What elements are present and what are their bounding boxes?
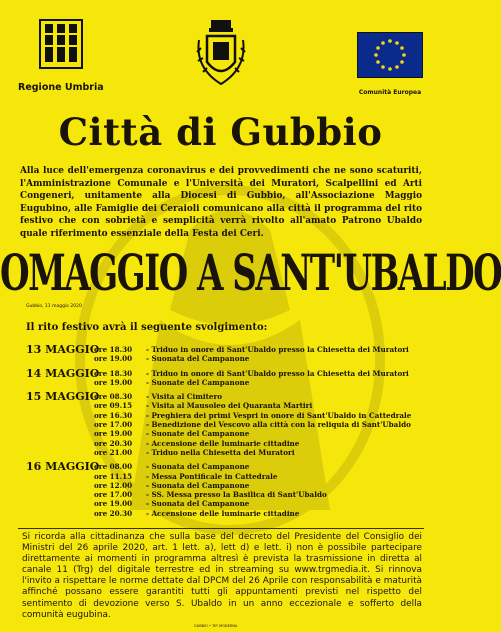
event-time: ore 11.15	[94, 471, 133, 481]
regione-umbria-logo-icon	[38, 18, 84, 70]
program-intro: Il rito festivo avrà il seguente svolgimento:	[26, 322, 268, 333]
event-row	[26, 439, 426, 448]
event-description: - Visita al Mausoleo dei Quaranta Martiri	[146, 401, 313, 411]
event-time: ore 20.30	[94, 508, 133, 518]
event-time: ore 19.00	[94, 429, 133, 439]
intro-paragraph: Alla luce dell'emergenza coronavirus e dei provvedimenti che ne sono scaturiti, l'Amministrazione Comunale e l'Università dei Muratori, Scalpellini ed Arti Congeneri, unitamente alla Diocesi di Gubbio, all'Associazione Maggio Eugubino, alle Famiglie dei Ceraioli comunicano alla città il programma del rito festivo che con sobrietà e semplicità verrà rivolto all'amato Patrono Ubaldo quale riferimento essenziale della Festa dei Ceri.	[20, 166, 422, 239]
event-description: - Messa Pontificale in Cattedrale	[146, 471, 278, 481]
event-time: ore 16.30	[94, 410, 133, 420]
schedule	[26, 345, 426, 523]
day-label: 13 MAGGIO	[26, 343, 100, 356]
eu-flag-icon	[357, 32, 423, 78]
day-label: 14 MAGGIO	[26, 366, 100, 380]
event-description: - Suonata del Campanone	[146, 354, 250, 364]
event-description: - Visita al Cimitero	[146, 392, 223, 402]
printer-credit: GUBBIO • TIP. MODERNA	[194, 624, 238, 628]
event-row	[26, 401, 426, 410]
event-description: - Benedizione del Vescovo alla città con la reliquia di Sant'Ubaldo	[146, 420, 411, 430]
event-time: ore 20.30	[94, 438, 133, 448]
schedule-day	[26, 345, 426, 364]
event-description: - Triduo in onore di Sant'Ubaldo presso la Chiesetta dei Muratori	[146, 345, 409, 354]
day-label: 15 MAGGIO	[26, 390, 100, 404]
event-time: ore 18.30	[94, 368, 133, 378]
event-row	[26, 472, 426, 481]
event-row	[26, 354, 426, 363]
event-description: - Suonata del Campanone	[146, 462, 250, 472]
event-time: ore 19.00	[94, 377, 133, 387]
event-row	[26, 390, 426, 404]
event-description: - Suonate del Campanone	[146, 377, 250, 387]
event-row	[26, 499, 426, 508]
event-row	[26, 366, 426, 380]
event-description: - Suonata del Campanone	[146, 480, 250, 490]
event-time: ore 09.15	[94, 401, 133, 411]
day-label: 16 MAGGIO	[26, 460, 100, 474]
event-time: ore 08.30	[94, 392, 133, 402]
footer-notice: Si ricorda alla cittadinanza che sulla base del decreto del Presidente del Consiglio dei Ministri del 26 aprile 2020, art. 1 lett. a), lett d) e lett. i) non è possibile partecipare direttamente ai momenti in programma altresì è prevista la trasmissione in diretta al canale 11 (Trg) del digitale terrestre ed in streaming su www.trgmedia.it. Si rinnova l'invito a rispettare le norme dettate dal DPCM del 26 Aprile con responsabilità e maturità affinché possano essere garantiti tutti gli appuntamenti previsti nel rispetto del sentimento di devozione verso S. Ubaldo in un anno eccezionale e sofferto della comunità eugubina.	[22, 532, 422, 620]
event-time: ore 21.00	[94, 447, 133, 457]
event-row	[26, 448, 426, 457]
schedule-day	[26, 462, 426, 518]
event-description: - Suonata del Campanone	[146, 499, 250, 509]
date-note: Gubbio, 11 maggio 2020	[26, 304, 82, 309]
day-spacer	[26, 518, 426, 523]
event-row	[26, 481, 426, 490]
event-row	[26, 460, 426, 474]
event-description: - Accensione delle luminarie cittadine	[146, 508, 300, 518]
eu-block	[357, 32, 423, 96]
gubbio-coat-of-arms-icon	[193, 18, 249, 88]
event-row	[26, 345, 426, 354]
event-row	[26, 429, 426, 438]
page-title: Città di Gubbio	[58, 110, 383, 154]
event-row	[26, 411, 426, 420]
schedule-day	[26, 392, 426, 457]
headline: OMAGGIO A SANT'UBALDO	[0, 245, 501, 303]
event-time: ore 12.00	[94, 480, 133, 490]
event-time: ore 17.00	[94, 420, 133, 430]
event-row	[26, 420, 426, 429]
event-time: ore 19.00	[94, 354, 133, 364]
schedule-day	[26, 366, 426, 388]
event-description: - Preghiera dei primi Vespri in onore di Sant'Ubaldo in Cattedrale	[146, 410, 412, 420]
event-description: - Accensione delle luminarie cittadine	[146, 438, 300, 448]
event-description: - Suonate del Campanone	[146, 429, 250, 439]
event-description: - Triduo nella Chiesetta dei Muratori	[146, 447, 295, 457]
event-time: ore 18.30	[94, 345, 133, 354]
event-row	[26, 490, 426, 499]
eu-label: Comunità Europea	[358, 89, 422, 96]
regione-umbria-block	[18, 18, 104, 93]
event-description: - SS. Messa presso la Basilica di Sant'Ubaldo	[146, 490, 327, 500]
event-time: ore 19.00	[94, 499, 133, 509]
region-label: Regione Umbria	[18, 82, 104, 93]
event-row	[26, 509, 426, 518]
event-time: ore 17.00	[94, 490, 133, 500]
event-description: - Triduo in onore di Sant'Ubaldo presso la Chiesetta dei Muratori	[146, 368, 409, 378]
event-time: ore 08.00	[94, 462, 133, 472]
event-row	[26, 378, 426, 387]
